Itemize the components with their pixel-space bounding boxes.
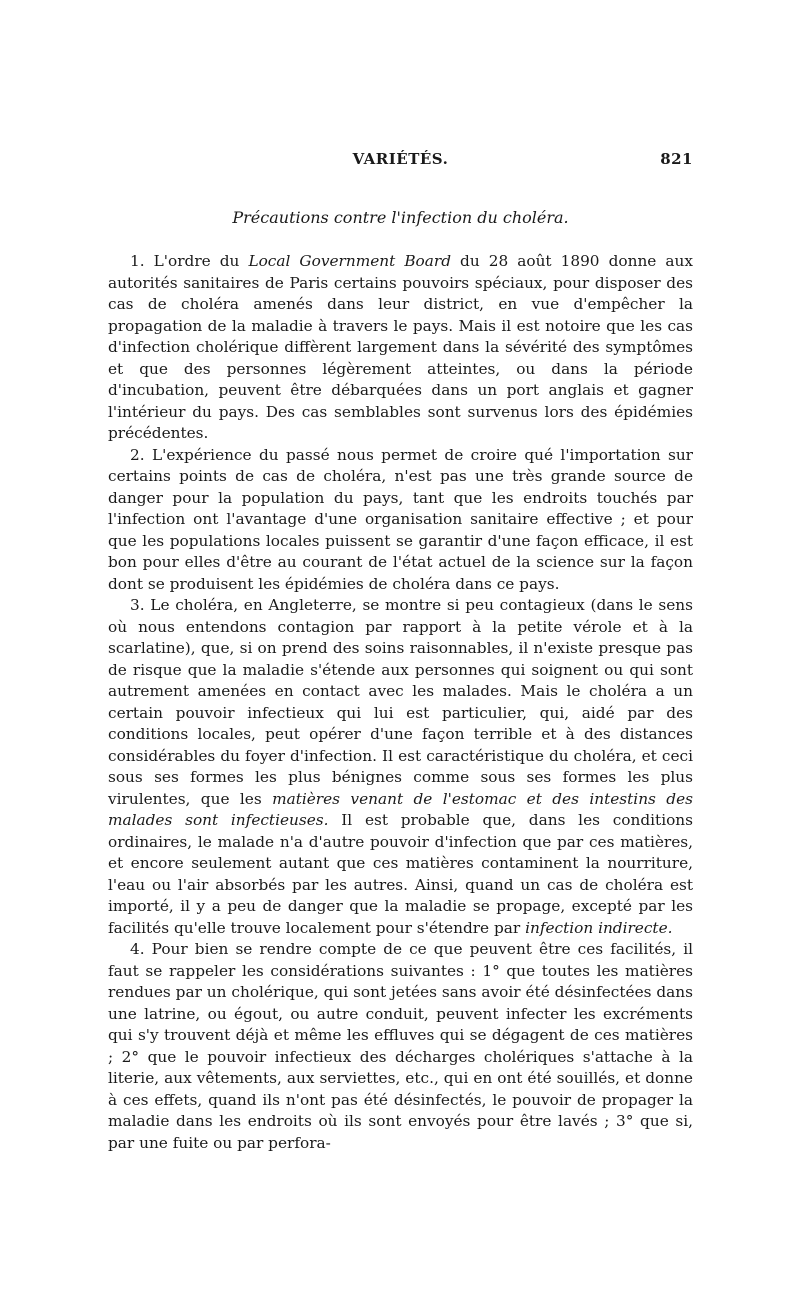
paragraph-number: 3. xyxy=(130,596,145,614)
body-text: Le choléra, en Angleterre, se montre si peu contagieux (dans le sens où nous entendons contagion par rapport à la petite vérole et à la scarlatine), que, si on prend des soins raisonnables, il n'existe presque pas de risque que la maladie s'étende aux personnes qui soignent ou qui sont autrement amenées en contact avec les malades. Mais le choléra a un certain pouvoir infectieux qui lui est particulier, qui, aidé par des conditions locales, peut opérer d'une façon terrible et à des distances considérables du foyer d'infection. Il est caractéristique du choléra, et ceci sous ses formes les plus bénignes comme sous ses formes les plus virulentes, que les xyxy=(108,596,693,808)
paragraph-number: 4. xyxy=(130,940,145,958)
italic-text: matières venant de l'estomac et des intestins des malades sont infectieuses. xyxy=(108,789,693,829)
paragraph-number: 1. xyxy=(130,252,145,270)
article-body xyxy=(108,251,693,1154)
article-title: Précautions contre l'infection du choléra. xyxy=(232,208,569,227)
italic-text: infection indirecte. xyxy=(525,918,673,937)
paragraph-number: 2. xyxy=(130,445,145,464)
italic-text: Local Government Board xyxy=(248,252,451,270)
running-head xyxy=(108,150,693,172)
paragraph-1 xyxy=(108,251,693,445)
paragraph-2 xyxy=(108,445,693,596)
body-text: Pour bien se rendre compte de ce que peuvent être ces facilités, il faut se rappeler les considérations suivantes : 1° que toutes les matières rendues par un cholérique, qui sont jetées sans avoir été désinfectées dans une latrine, ou égout, ou autre conduit, peuvent infecter les excréments qui s'y trouvent déjà et même les effluves qui se dégagent de ces matières ; 2° que le pouvoir infectieux des décharges cholériques s'attache à la literie, aux vêtements, aux serviettes, etc., qui en ont été souillés, et donne à ces effets, quand ils n'ont pas été désinfectés, le pouvoir de propager la maladie dans les endroits où ils sont envoyés pour être lavés ; 3° que si, par une fuite ou par perfora- xyxy=(108,940,693,1152)
section-title: VARIÉTÉS. xyxy=(352,150,449,168)
body-text: L'ordre du xyxy=(144,252,249,270)
paragraph-3 xyxy=(108,595,693,939)
paragraph-4 xyxy=(108,939,693,1154)
body-text: L'expérience du passé nous permet de croire qué l'importation sur certains points de cas de choléra, n'est pas une très grande source de danger pour la population du pays, tant que les endroits touchés par l'infection ont l'avantage d'une organisation sanitaire effective ; et pour que les populations locales puissent se garantir d'une façon efficace, il est bon pour elles d'être au courant de l'état actuel de la science sur la façon dont se produisent les épidémies de choléra dans ce pays. xyxy=(108,445,693,593)
body-text: Il est probable que, dans les conditions ordinaires, le malade n'a d'autre pouvoir d'infection que par ces matières, et encore seulement autant que ces matières contaminent la nourriture, l'eau ou l'air absorbés par les autres. Ainsi, quand un cas de choléra est importé, il y a peu de danger que la maladie se propage, excepté par les facilités qu'elle trouve localement pour s'étendre par xyxy=(108,811,693,937)
document-page xyxy=(108,150,693,1154)
body-text: du 28 août 1890 donne aux autorités sanitaires de Paris certains pouvoirs spéciaux, pour disposer des cas de choléra amenés dans leur district, en vue d'empêcher la propagation de la maladie à travers le pays. Mais il est notoire que les cas d'infection cholérique diffèrent largement dans la sévérité des symptômes et que des personnes légèrement atteintes, ou dans la période d'incubation, peuvent être débarquées dans un port anglais et gagner l'intérieur du pays. Des cas semblables sont survenus lors des épidémies précédentes. xyxy=(108,252,693,442)
page-number: 821 xyxy=(660,150,693,168)
